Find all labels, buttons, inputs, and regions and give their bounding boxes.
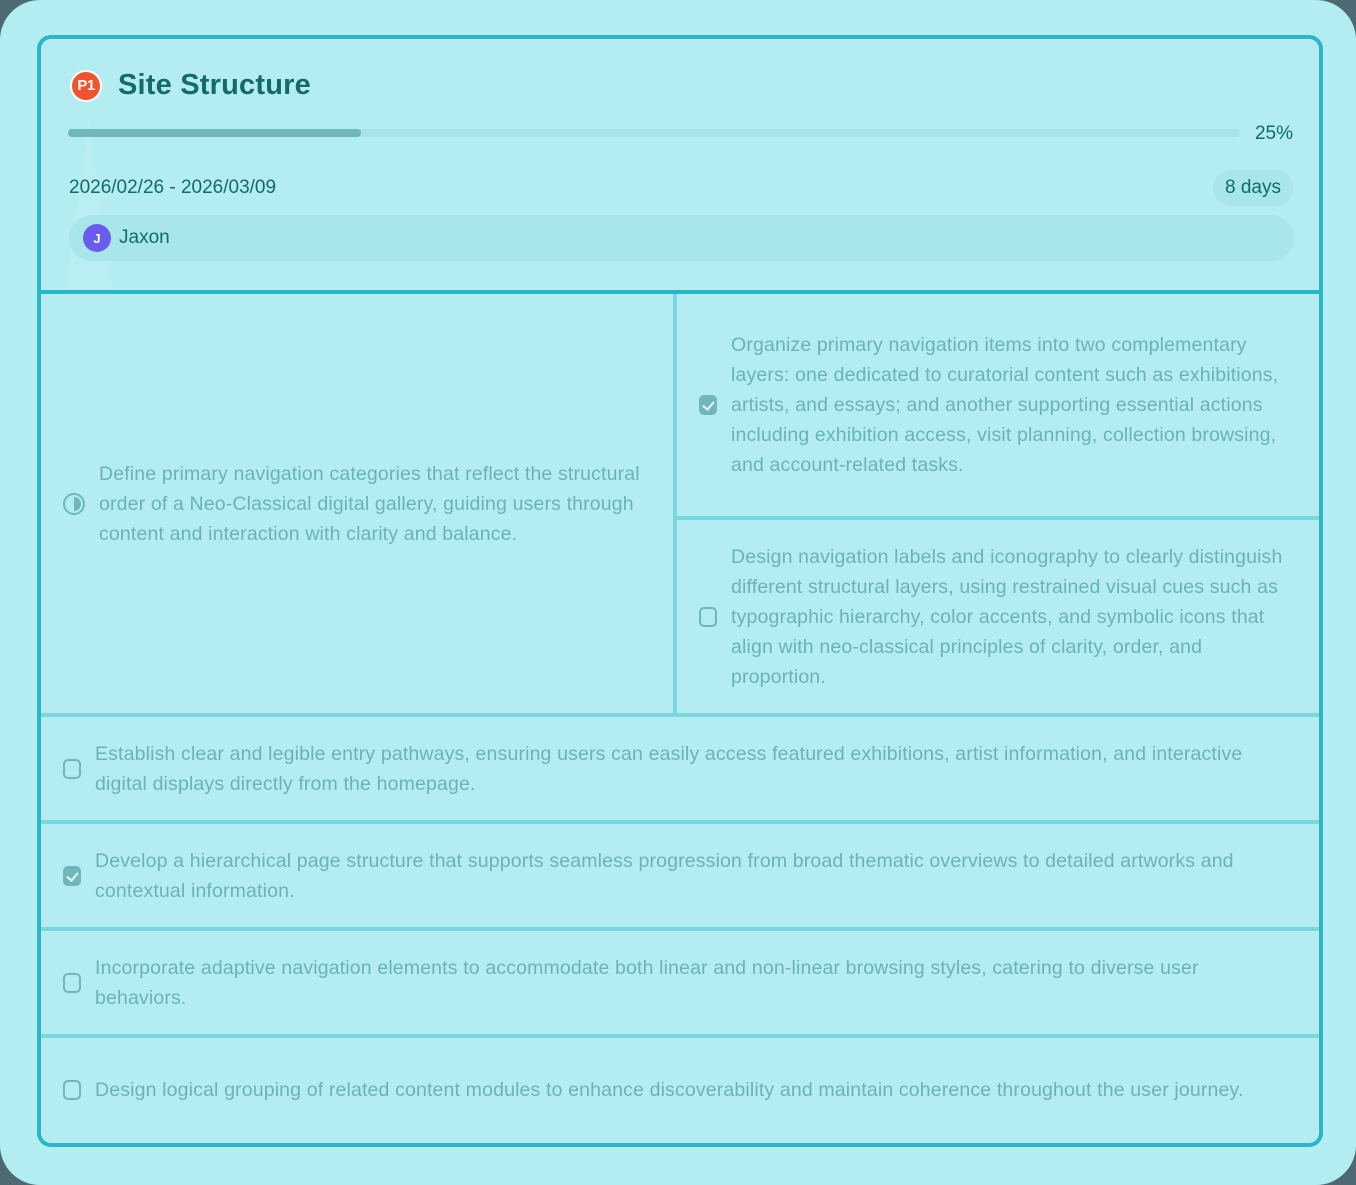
- subtask-text: Establish clear and legible entry pathways, ensuring users can easily access featured exhibitions, artist information, and interactive digital displays directly from the homepage.: [95, 742, 1243, 795]
- duration-badge: [1213, 170, 1293, 206]
- subtask-grid: [41, 294, 1319, 717]
- assignee-chip[interactable]: [69, 215, 1294, 261]
- card-header: [41, 39, 1319, 294]
- subtask-text: Organize primary navigation items into two complementary layers: one dedicated to curatorial content such as exhibitions, artists, and essays; and another supporting essential actions including exhibition access, visit planning, collection browsing, and account-related tasks.: [731, 334, 1279, 476]
- subtask-cell: [677, 520, 1319, 713]
- card-title[interactable]: Site Structure: [118, 69, 311, 101]
- checkbox-checked-icon[interactable]: [63, 866, 81, 886]
- subtask-row: [41, 1038, 1319, 1141]
- duration-label: 8 days: [1225, 177, 1281, 198]
- task-card: [37, 35, 1323, 1147]
- subtask-item: [41, 459, 673, 549]
- checkbox-icon[interactable]: [63, 973, 81, 993]
- checkbox-checked-icon[interactable]: [699, 395, 717, 415]
- progress-bar: [68, 129, 1240, 137]
- subtask-text: Define primary navigation categories that reflect the structural order of a Neo-Classical digital gallery, guiding users through content and interaction with clarity and balance.: [99, 462, 640, 545]
- title-row: [70, 69, 311, 102]
- subtask-row: [41, 824, 1319, 931]
- subtask-row: [41, 931, 1319, 1038]
- subtask-row: [41, 717, 1319, 824]
- subtask-item: [41, 1075, 1319, 1105]
- progress-percent: 25%: [1254, 123, 1293, 144]
- subtask-list: [41, 717, 1319, 1141]
- subtask-column: [677, 294, 1319, 713]
- subtask-text: Develop a hierarchical page structure that supports seamless progression from broad thematic overviews to detailed artworks and contextual information.: [95, 849, 1234, 902]
- decorative-shape: [65, 119, 113, 289]
- subtask-text: Design navigation labels and iconography to clearly distinguish different structural layers, using restrained visual cues such as typographic hierarchy, color accents, and symbolic icons that align with neo-classical principles of clarity, order, and proportion.: [731, 545, 1283, 688]
- avatar: J: [83, 224, 111, 252]
- subtask-item: [41, 846, 1319, 906]
- subtask-cell: [41, 294, 677, 713]
- half-circle-progress-icon[interactable]: [63, 493, 85, 515]
- subtask-item: [41, 953, 1319, 1013]
- priority-badge: P1: [70, 70, 102, 102]
- checkbox-icon[interactable]: [699, 607, 717, 627]
- subtask-item: [677, 330, 1319, 480]
- checkbox-icon[interactable]: [63, 1080, 81, 1100]
- subtask-item: [41, 739, 1319, 799]
- checkbox-icon[interactable]: [63, 759, 81, 779]
- subtask-text: Incorporate adaptive navigation elements to accommodate both linear and non-linear browsing styles, catering to diverse user behaviors.: [95, 956, 1199, 1009]
- assignee-name: Jaxon: [119, 227, 170, 248]
- date-range: 2026/02/26 - 2026/03/09: [69, 177, 277, 198]
- subtask-item: [677, 542, 1319, 692]
- subtask-text: Design logical grouping of related content modules to enhance discoverability and maintain coherence throughout the user journey.: [95, 1078, 1244, 1101]
- subtask-cell: [677, 294, 1319, 520]
- progress-fill: [68, 129, 361, 137]
